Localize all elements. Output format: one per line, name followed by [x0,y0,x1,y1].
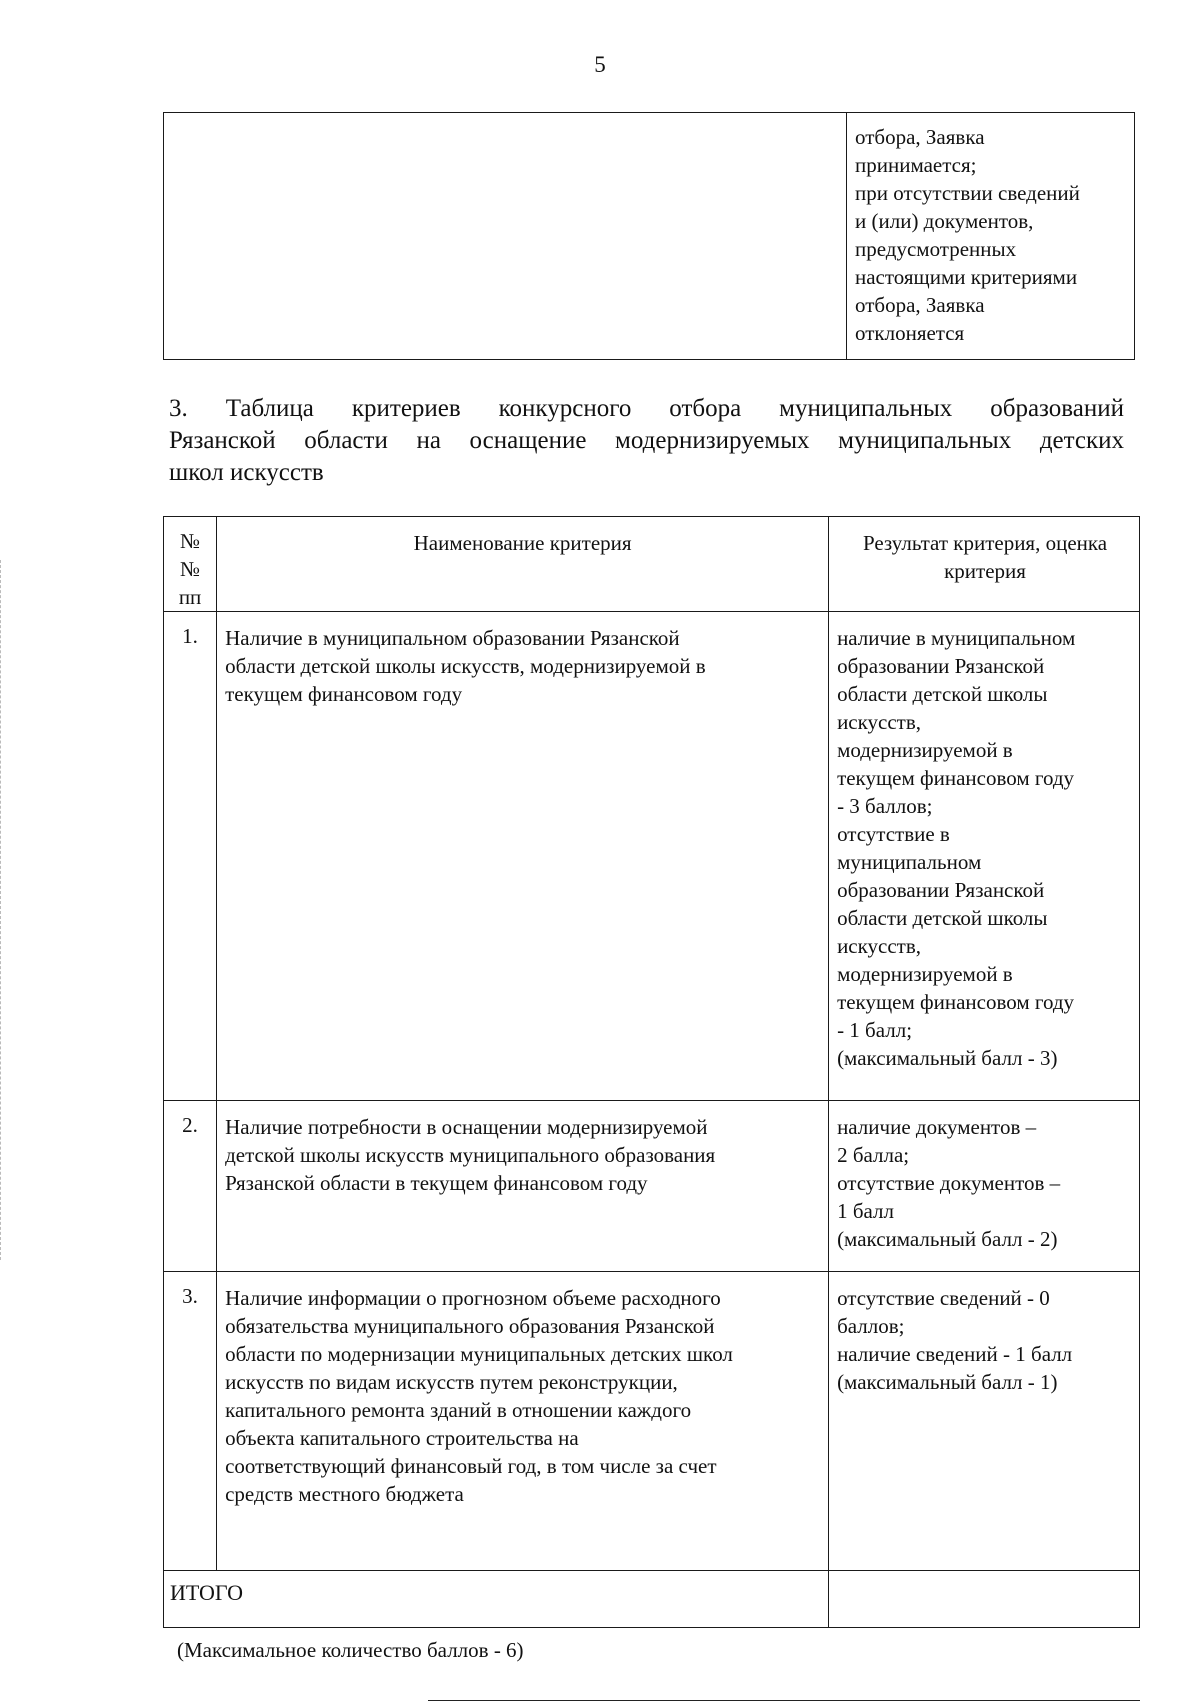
total-label: ИТОГО [164,1571,829,1628]
header-result-cell [829,517,1140,612]
table-row [164,612,1140,1101]
result-line: баллов; [837,1314,905,1338]
result-line: искусств, [837,710,922,734]
criterion-line: детской школы искусств муниципального образования [225,1143,716,1167]
criterion-line: Наличие потребности в оснащении модернизируемой [225,1115,708,1139]
result-line: текущем финансовом году [837,766,1075,790]
continuation-line: отбора, Заявка [855,293,985,317]
result-line: образовании Рязанской [837,654,1045,678]
criterion-name [217,1101,829,1272]
bottom-rule [428,1700,1140,1701]
result-line: 2 балла; [837,1143,910,1167]
result-line: искусств, [837,934,922,958]
criterion-line: области по модернизации муниципальных детских школ [225,1342,733,1366]
header-result-line: критерия [944,559,1026,583]
result-line: текущем финансовом году [837,990,1075,1014]
criterion-name [217,612,829,1101]
continuation-line: настоящими критериями [855,265,1078,289]
section-heading [169,393,1124,489]
result-line: наличие в муниципальном [837,626,1076,650]
result-line: муниципальном [837,850,982,874]
total-value-cell [829,1571,1140,1628]
criterion-line: средств местного бюджета [225,1482,464,1506]
criterion-line: капитального ремонта зданий в отношении каждого [225,1398,692,1422]
header-name-cell: Наименование критерия [217,517,829,612]
continuation-line: отклоняется [855,321,965,345]
criterion-line: обязательства муниципального образования Рязанской [225,1314,715,1338]
table-row [164,1101,1140,1272]
header-result-line: Результат критерия, оценка [862,531,1108,555]
table-header-row [164,517,1140,612]
result-line: наличие сведений - 1 балл [837,1342,1073,1366]
row-number: 1. [164,612,217,1101]
row-number: 2. [164,1101,217,1272]
criterion-line: Наличие информации о прогнозном объеме расходного [225,1286,721,1310]
continuation-cell [847,113,1135,360]
page-number: 5 [594,52,606,77]
scan-edge-line [0,560,1,1260]
heading-line: 3. Таблица критериев конкурсного отбора муниципальных образований [169,395,1124,422]
result-line: отсутствие сведений - 0 [837,1286,1050,1310]
result-line: (максимальный балл - 1) [837,1370,1058,1394]
result-line: - 3 баллов; [837,794,933,818]
criterion-result [829,612,1140,1101]
criteria-table [163,516,1140,1628]
criterion-line: текущем финансовом году [225,682,463,706]
table-row [164,1272,1140,1571]
continuation-line: и (или) документов, [855,209,1034,233]
total-row [164,1571,1140,1628]
heading-line: Рязанской области на оснащение модернизируемых муниципальных детских [169,427,1124,454]
continuation-line: при отсутствии сведений [855,181,1080,205]
result-line: (максимальный балл - 2) [837,1227,1058,1251]
criterion-result [829,1272,1140,1571]
criterion-line: Рязанской области в текущем финансовом году [225,1171,648,1195]
criterion-line: Наличие в муниципальном образовании Рязанской [225,626,680,650]
result-line: - 1 балл; [837,1018,913,1042]
result-line: образовании Рязанской [837,878,1045,902]
result-line: (максимальный балл - 3) [837,1046,1058,1070]
header-num-line: пп [178,585,202,609]
row-number: 3. [164,1272,217,1571]
header-num-line: № [180,557,201,581]
result-line: модернизируемой в [837,738,1013,762]
criterion-name [217,1272,829,1571]
continuation-line: принимается; [855,153,977,177]
criterion-line: соответствующий финансовый год, в том числе за счет [225,1454,717,1478]
header-num-cell [164,517,217,612]
criterion-result [829,1101,1140,1272]
criterion-line: области детской школы искусств, модернизируемой в [225,654,706,678]
result-line: области детской школы [837,682,1048,706]
criterion-line: объекта капитального строительства на [225,1426,579,1450]
empty-cell [164,113,847,360]
result-line: отсутствие в [837,822,950,846]
continuation-table [163,112,1135,360]
result-line: 1 балл [837,1199,894,1223]
result-line: отсутствие документов – [837,1171,1061,1195]
result-line: модернизируемой в [837,962,1013,986]
heading-line: школ искусств [169,459,324,486]
max-score-note: (Максимальное количество баллов - 6) [177,1638,524,1662]
result-line: наличие документов – [837,1115,1037,1139]
result-line: области детской школы [837,906,1048,930]
criterion-line: искусств по видам искусств путем реконструкции, [225,1370,678,1394]
table-row [164,113,1135,360]
continuation-line: предусмотренных [855,237,1017,261]
continuation-line: отбора, Заявка [855,125,985,149]
header-num-line: № [180,529,201,553]
